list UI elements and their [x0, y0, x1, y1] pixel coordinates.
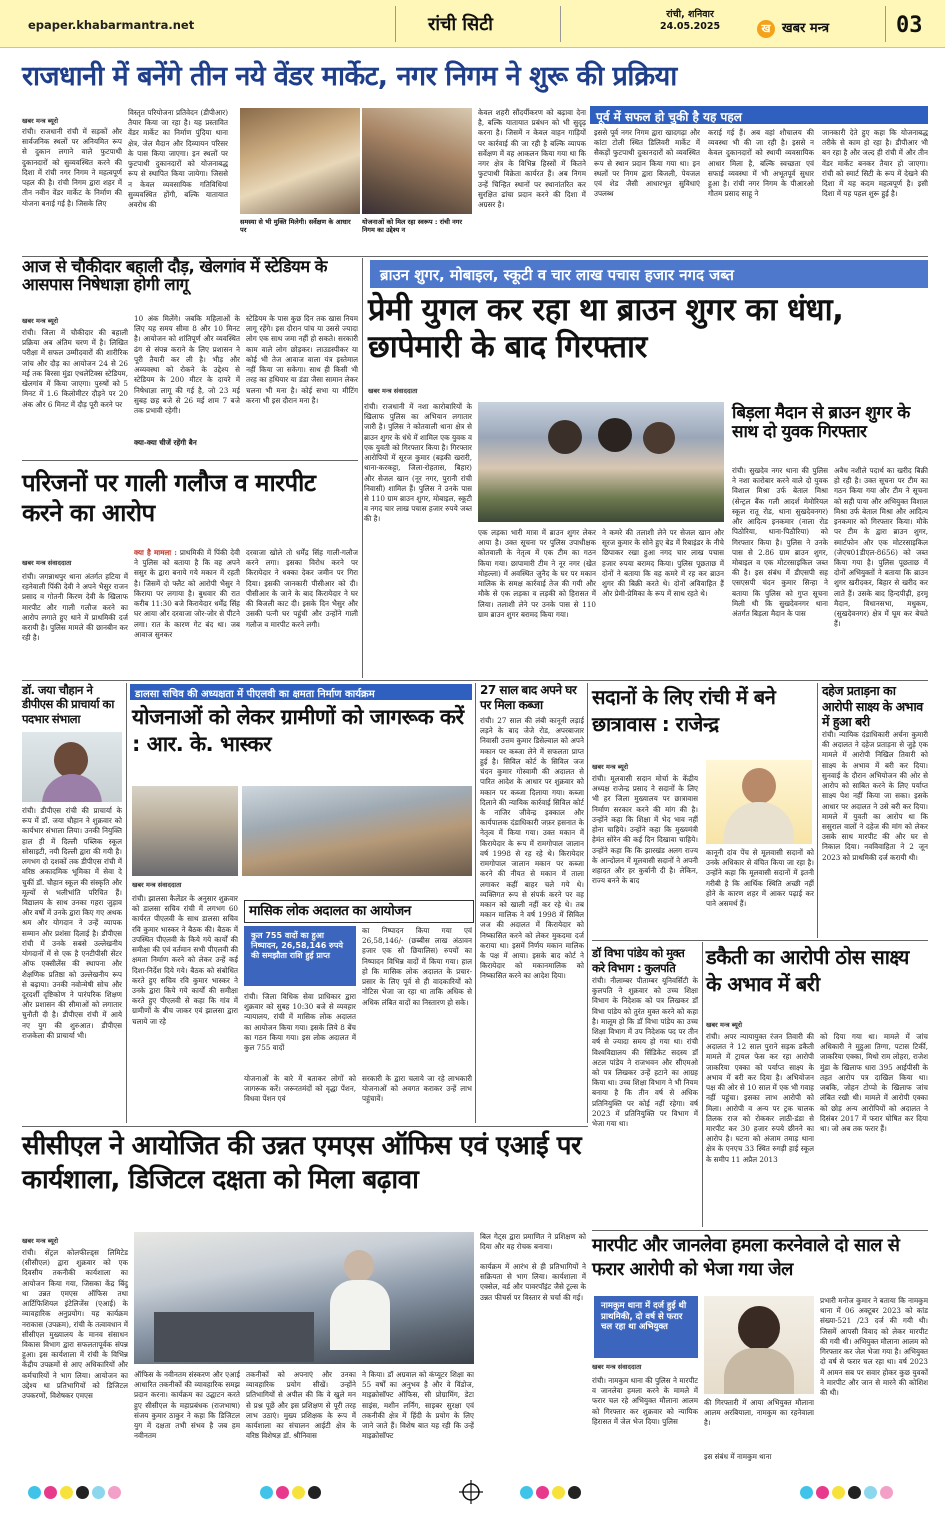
- column-divider: [587, 683, 588, 1123]
- audience-photo: [242, 786, 472, 876]
- article-text: रांची। झालसा कैलेंडर के अनुसार शुक्रवार को डालसा सचिव रांची में लगभग 60 कार्यरत पीएलवी के साथ डालसा सचिव रवि कुमार भास्कर ने बैठक की। बैठक में उपस्थित पीएलवी के किये गये कार्यों की समीक्षा की एवं वर्तमान सभी पीएलवी की क्षमता निर्माण करने को लेकर उन्हें कई दिशा-निर्देश दिये गये। बैठक को संबोधित करते हुए सचिव रवि कुमार भास्कर ने उनके द्वारा किये गये कार्यों की समीक्षा करते हुए पीएलवी से कहा कि गांव में ग्रामीणों के बीच जाकर एवं झालसा द्वारा चलाये जा रहे: [132, 894, 238, 1026]
- article-text: कार्यक्रम में आरंभ से ही प्रतिभागियों ने सक्रियता से भाग लिया। कार्यशाला में एक्सेल, वर्ड और पावरपॉइंट जैसे टूल्स के उन्नत फीचर्स पर विस्तार से चर्चा की गई।: [480, 1262, 586, 1302]
- cyan-dot: [520, 1486, 533, 1499]
- byline: खबर मन्त्र ब्यूरो: [22, 1237, 59, 1245]
- column-divider: [817, 683, 818, 938]
- section-divider: [22, 1126, 588, 1127]
- dahej-headline: दहेज प्रताड़ना का आरोपी साक्ष्य के अभाव में हुआ बरी: [822, 683, 923, 730]
- magenta-dot: [276, 1486, 289, 1499]
- article-text: [134, 548, 240, 676]
- magenta-dot: [108, 1486, 121, 1499]
- column-divider: [362, 258, 363, 678]
- byline: खबर मन्त्र ब्यूरो: [592, 763, 629, 771]
- masthead: [0, 0, 945, 48]
- article-text: रांची। डीपीएस रांची की प्राचार्या के रूप में डॉ. जया चौहान ने शुक्रवार को कार्यभार संभाला लिया। उनकी नियुक्ति हाल ही में दिल्ली पब्लिक स्कूल सोसाइटी, नयी दिल्ली द्वारा की गयी है। लगभग दो दशकों तक डीपीएस रांची में वरिष्ठ अकादमिक भूमिका में सेवा दे चुकीं डॉ. चौहान स्कूल की संस्कृति और मूल्यों से भलीभांति परिचित हैं। विद्यालय के साथ उनका गहरा जुड़ाव और वर्षों में उनके द्वारा किए गए अथक श्रम और योगदान ने उन्हें व्यापक सम्मान और प्रशंसा दिलाई है। डीपीएस रांची में उनके सबसे उल्लेखनीय योगदानों में से एक है एनटीपीसी सेंटर ऑफ एक्सीलेंस की स्थापना और शैक्षणिक प्रतिष्ठा को उल्लेखनीय रूप से बढ़ाया। उनकी नवोन्मेषी सोच और दूरदर्शी दृष्टिकोण ने पारंपरिक शिक्षण और प्रशासन की सीमाओं को लगातार चुनौती दी है। डीपीएस रांची में आये नए युग की शुरुआत। डीपीएस राजकेला की प्राचार्या भी।: [22, 806, 122, 1040]
- article-text: रांची। सेंट्रल कोलफील्ड्स लिमिटेड (सीसीएल) द्वारा शुक्रवार को एक दिवसीय तकनीकी कार्यशाला का आयोजन किया गया, जिसका केंद्र बिंदु था उन्नत एमएस ऑफिस तथा आर्टिफिशियल इंटेलिजेंस (एआई) के व्यावहारिक अनुप्रयोग। यह कार्यक्रम नराकास (उपक्रम), रांची के तत्वावधान में सीसीएल मुख्यालय के मानव संसाधन विकास विभाग द्वारा सफलतापूर्वक संपन्न हुआ। इस कार्यशाला में रांची के विभिन्न केंद्रीय उपक्रमों से आए अधिकारियों और कर्मचारियों ने भाग लिया। आयोजन का उद्देश्य था प्रतिभागियों को डिजिटल उपकरणों, विशेषकर एमएस: [22, 1248, 128, 1401]
- article-text: रांची। राजधानी में नशा कारोबारियों के खिलाफ पुलिस का अभियान लगातार जारी है। पुलिस ने कोतवाली थाना क्षेत्र से ब्राउन शुगर के धंधे में शामिल एक युवक व एक युवती को गिरफ्तार किया है। गिरफ्तार आरोपियों में सूरज कुमार (बड़की खरारी, थाना-करकट्टा, जिला-रोहतास, बिहार) और सेजल खान (नूर नगर, पुरानी रांची निवासी) शामिल हैं। पुलिस ने उनके पास से 110 ग्राम ब्राउन शुगर, मोबाइल, स्कूटी व नगद चार लाख पचास हजार रुपये जब्त की है।: [364, 402, 472, 524]
- article-text: कानूनी दांव पेंच से मूलवासी सदानों को उनके अधिकार से वंचित किया जा रहा है। उन्होंने कहा कि मूलवासी सदानों में इतनी गरीबी है कि आर्थिक स्थिति अच्छी नहीं होने के कारण शहर में आकर पढ़ाई कर पाने असमर्थ हैं।: [706, 848, 814, 909]
- masthead-divider: [395, 6, 396, 42]
- meeting-photo: [240, 108, 360, 214]
- article-text: कराई गई हैं। अब वहां शौचालय की व्यवस्था भी की जा रही है। इससे न केवल दुकानदारों को स्थायी व्यवसायिक आधार मिला है, बल्कि स्वच्छता एवं सफाई व्यवस्था में भी अभूतपूर्व सुधार हुआ है। रांची नगर निगम के पीआरओ गौतम प्रसाद साहू ने: [708, 128, 814, 199]
- cyan-dot: [800, 1486, 813, 1499]
- highlight-box: नामकुम थाना में दर्ज हुई थी प्राथमिकी, दो वर्ष से फरार चल रहा था अभियुक्त: [594, 1296, 698, 1358]
- article-text: केवल शहरी सौंदर्यीकरण को बढ़ावा देना है, बल्कि यातायात प्रबंधन को भी सुदृढ़ करना है। जिसमें न केवल वाहन गाड़ियों पर कार्रवाई की जा रही है बल्कि व्यापक सर्वेक्षण में वह आकलन किया गया था कि नगर क्षेत्र के विभिन्न हिस्सों में कितने फुटपाथी विक्रेता कार्यरत हैं। अब निगम उन्हें चिन्हित स्थानों पर स्थानांतरित कर सुरक्षित ढांचा प्रदान करने की दिशा में अग्रसर है।: [478, 108, 586, 209]
- registration-mark-icon: [458, 1479, 484, 1505]
- column-divider: [126, 683, 127, 1123]
- meeting-photo: [132, 786, 238, 876]
- magenta-dot: [816, 1486, 829, 1499]
- vibha-headline: डॉ विभा पांडेय को मुक्त करे विभाग : कुलपति: [592, 946, 685, 975]
- cyan-dot: [92, 1486, 105, 1499]
- article-text: विस्तृत परियोजना प्रतिवेदन (डीपीआर) तैयार किया जा रहा है। यह प्रस्तावित वेंडर मार्केट का निर्माण पुंदिया थाना क्षेत्र, जेल मैदान और दिव्यायन परिसर के पास किया जाएगा। इन स्थलों पर फुटपाथी दुकानदारों को योजनाबद्ध रूप से स्थापित किया जायेगा। जिससे न केवल व्यवसायिक गतिविधियां सुव्यवस्थित होंगी, बल्कि यातायात अवरोध की: [128, 108, 228, 209]
- black-dot: [308, 1486, 321, 1499]
- article-text: रांची। नीलाम्बर पीताम्बर यूनिवर्सिटी के कुलपति ने शुक्रवार को उच्च शिक्षा विभाग के निदेशक को पत्र लिखकर डॉ विभा पांडेय को तुरंत मुक्त करने को कहा है। मालूम हो कि डॉ विभा पांडेय का उच्च शिक्षा विभाग में उप निदेशक पद पर तीन वर्ष से ज्यादा समय हो गया था। रांची विश्वविद्यालय की सिंडिकेट सदस्य डॉ अटल पांडेय ने राजभवन और सीएमओ को पत्र लिखकर उन्हें हटाने का आग्रह किया था। उच्च शिक्षा विभाग ने भी नियम बनाया है कि तीन वर्ष से अधिक प्रतिनियुक्ति पर कोई नहीं रहेगा। वर्ष 2023 में प्रतिनियुक्ति पर विभाग में भेजा गया था।: [592, 976, 698, 1129]
- magenta-dot: [44, 1486, 57, 1499]
- brown-sugar-headline: प्रेमी युगल कर रहा था ब्राउन शुगर का धंधा, छापेमारी के बाद गिरफ्तार: [368, 292, 844, 366]
- article-text: प्रभारी मनोज कुमार ने बताया कि नामकुम थाना में 06 अक्टूबर 2023 को कांड संख्या-521 /23 दर्ज की गयी थी। जिसमें आपसी विवाद को लेकर मारपीट की गयी थी। अभियुक्त मौलाना आलम को गिरफ्तार कर जेल भेजा गया है। अभियुक्त दो वर्ष से फरार चल रहा था। वर्ष 2023 में आमन सब पर सवार होकर कुछ युवकों ने मारपीट और जान से मारने की कोशिश की थी।: [820, 1296, 928, 1397]
- black-dot: [568, 1486, 581, 1499]
- photo-caption: योजनाओं को मिल रहा स्वरूप : रांची नगर निगम का उद्देश्य न: [362, 218, 463, 235]
- article-text: 10 अंक मिलेंगे। जबकि महिलाओं के लिए यह समय सीमा 8 और 10 मिनट है। आयोजन को शांतिपूर्ण और व्यवस्थित ढंग से संपन्न कराने के लिए प्रशासन ने पूरी तैयारी कर ली है। भीड़ और अव्यवस्था को रोकने के उद्देश्य से स्टेडियम के 200 मीटर के दायरे में निषेधाज्ञा लागू की गई है, जो 23 मई सुबह छह बजे से 26 मई शाम 7 बजे तक प्रभावी रहेगी।: [134, 314, 240, 415]
- ccl-headline: सीसीएल ने आयोजित की उन्नत एमएस ऑफिस एवं एआई पर कार्यशाला, डिजिटल दक्षता को मिला बढ़ावा: [22, 1131, 582, 1195]
- principal-photo: [22, 732, 122, 802]
- byline: खबर मन्त्र संवाददाता: [368, 387, 418, 395]
- subheading: क्या है मामला :: [134, 548, 177, 557]
- hostel-headline: सदानों के लिए रांची में बने छात्रावास : राजेन्द्र: [592, 685, 776, 736]
- lead-headline: राजधानी में बनेंगे तीन नये वेंडर मार्केट, नगर निगम ने शुरू की प्रक्रिया: [22, 61, 677, 92]
- black-dot: [848, 1486, 861, 1499]
- article-text: ऑफिस के नवीनतम संस्करण और एआई आधारित तकनीकों की व्यावहारिक समझ प्रदान करना। कार्यक्रम का उद्घाटन करते हुए सीसीएल के महाप्रबंधक (राजभाषा) संजय कुमार ठाकुर ने कहा कि डिजिटल युग में दक्षता तभी संभव है जब हम नवीनतम: [134, 1370, 240, 1441]
- yellow-dot: [60, 1486, 73, 1499]
- lok-adalat-headline: मासिक लोक अदालत का आयोजन: [244, 900, 474, 923]
- yellow-dot: [292, 1486, 305, 1499]
- article-text: ने किया। डॉ अग्रवाल को कंप्यूटर शिक्षा का 55 वर्षों का अनुभव है और वे विंडोज, माइक्रोसॉफ्ट ऑफिस, सी प्रोग्रामिंग, डेटा साइंस, मशीन लर्निंग, साइबर सुरक्षा एवं तकनीकी क्षेत्र में हिंदी के प्रयोग के लिए जाने जाते हैं। विशेष बात यह रही कि उन्हें माइक्रोसॉफ्ट: [362, 1370, 474, 1441]
- site-url[interactable]: epaper.khabarmantra.net: [28, 18, 195, 32]
- leader-photo: [706, 760, 812, 844]
- city-day: रांची, शनिवार: [666, 9, 714, 20]
- article-text: रांची। 27 साल की लंबी कानूनी लड़ाई लड़ने के बाद जेजे रोड, अपरबाजार निवासी उत्तम कुमार डिसेल्वाल को अपने मकान पर कब्जा लेने में सफलता प्राप्त हुई है। सिविल कोर्ट के सिविल जज चंदन कुमार गोस्वामी की अदालत से पारित आदेश के आधार पर शुक्रवार को मकान पर कब्जा दिलाया गया। कब्जा दिलाने की न्यायिक कार्रवाई सिविल कोर्ट के नाजिर जीवेन्द्र इक्काल और कार्यपालक दंडाधिकारी जफ़र हसनात के नेतृत्व में किया गया। उक्त मकान में किरायेदार के रूप में रामगोपाल जालान वर्ष 1998 से रह रहे थे। किरायेदार रामगोपाल जालान मकान पर कब्जा करने की नीयत से मकान में ताला लगाकर कहीं बाहर चले गये थे। व्यक्तिगत रूप से संपर्क करने पर वह मकान को खाली नहीं कर रहे थे। तब मकान मालिक ने वर्ष 1998 में सिविल जज की अदालत में किरायेदार को निष्कासित करने को लेकर मुकदमा दर्ज कराया था। इसमें निर्णय मकान मालिक के पक्ष में आया। इसके बाद कोर्ट ने किरायेदार को मकानमालिक को निष्कासित करने का आदेश दिया।: [480, 716, 584, 981]
- section-divider: [592, 1230, 928, 1231]
- issue-date: 24.05.2025: [660, 20, 721, 32]
- section-title: रांची सिटी: [428, 14, 493, 35]
- brand-name: खबर मन्त्र: [782, 21, 830, 36]
- color-registration-bar: [800, 1486, 893, 1500]
- marpeet-headline: मारपीट और जानलेवा हमला करनेवाले दो साल से फरार आरोपी को भेजा गया जेल: [592, 1235, 900, 1281]
- article-text: योजनाओं के बारे में बताकर लोगों को जागरूक करें। जरूरतमंदों को वृद्धा पेंशन, विधवा पेंशन एवं: [244, 1074, 356, 1104]
- cyan-dot: [260, 1486, 273, 1499]
- property-headline: 27 साल बाद अपने घर पर मिला कब्जा: [480, 683, 577, 712]
- birla-headline: बिड़ला मैदान से ब्राउन शुगर के साथ दो युवक गिरफ्तार: [732, 403, 910, 443]
- color-registration-bar: [520, 1486, 581, 1500]
- byline: खबर मन्त्र ब्यूरो: [706, 1021, 743, 1029]
- subheading: क्या-क्या चीजें रहेंगी बैन: [134, 438, 197, 447]
- article-text: एक लड़का भारी मात्रा में ब्राउन शुगर लेकर आया है। उक्त सूचना पर पुलिस उपाधीक्षक कोतवाली के नेतृत्व में एक टीम का गठन किया गया। छापामारी टीम ने नूर नगर (खेत मोहल्ला) में अवस्थित जुनैद के घर पर मकान मालिक के समक्ष कार्रवाई तेज की गयी और मौके से एक लड़का व लड़की को हिरासत में लिया। तलाशी लेने पर उनके पास से 110 ग्राम ब्राउन शुगर बरामद किया गया।: [478, 528, 596, 619]
- article-text: बिल गेट्स द्वारा प्रमाणित ने प्रशिक्षण को दिया और वह रोचक बनाया।: [480, 1232, 586, 1252]
- masthead-divider: [885, 6, 886, 42]
- section-divider: [592, 940, 928, 941]
- section-divider: [22, 680, 928, 681]
- dalsa-headline: योजनाओं को लेकर ग्रामीणों को जागरूक करें : आर. के. भास्कर: [132, 705, 464, 757]
- brown-sugar-banner: ब्राउन शुगर, मोबाइल, स्कूटी व चार लाख पचास हजार नगद जब्त: [370, 260, 928, 288]
- dalsa-banner: डालसा सचिव की अध्यक्षता में पीएलवी का क्षमता निर्माण कार्यक्रम: [130, 684, 472, 700]
- article-text: रांची। राजधानी रांची में सड़कों और सार्वजनिक स्थलों पर अनियमित रूप से दुकान लगाने वाले फुटपाथी दुकानदारों को सुव्यवस्थित करने की दिशा में रांची नगर निगम ने महत्वपूर्ण पहल की है। रांची निगम द्वारा शहर में तीन नवीन वेंडर मार्केट के निर्माण की योजना बनाई गई है। जिसके लिए: [22, 127, 122, 208]
- article-text: रांची। न्यायिक दंडाधिकारी अर्चना कुमारी की अदालत ने दहेज प्रताड़ना से जुड़े एक मामले में आरोपी निखिल तिवारी को साक्ष्य के अभाव में बरी कर दिया। सुनवाई के दौरान अभियोजन की ओर से आरोप को साबित करने के लिए पर्याप्त साक्ष्य पेश नहीं किया जा सका। इसके आधार पर अदालत ने उसे बरी कर दिया। मामले में युवती का आरोप था कि ससुराल वालों ने दहेज की मांग को लेकर उसके साथ मारपीट की और घर से निकाल दिया। नवविवाहिता ने 2 जून 2023 को प्राथमिकी दर्ज करायी थी।: [822, 730, 928, 862]
- workshop-photo: [134, 1232, 474, 1364]
- article-text-span: प्राथमिकी में पिंकी देवी ने पुलिस को बताया है कि वह अपने ससुर के द्वारा बनाये गये मकान में रहती है। जिसमें दो फ्लैट को आरोपी भैसुर ने किराया पर लगाया है। बुधवार की रात करीब 11:30 बजे किरायेदार धर्मेंद्र सिंह घर आया और दरवाजा जोर-जोर से पीटने लगा। रात के कारण गेट बंद था। जब आवाज सुनकर: [134, 548, 240, 639]
- article-text: इससे पूर्व नगर निगम द्वारा खादगढ़ा और कांटा टोली स्थित डिलिवरी मार्केट में सैकड़ों फुटपाथी दुकानदारों को व्यवस्थित रूप से स्थान प्रदान किया गया था। इन स्थलों पर निगम द्वारा बिजली, पेयजल एवं शेड जैसी आधारभूत सुविधाएं उपलब्ध: [594, 128, 700, 199]
- cyan-dot: [864, 1486, 877, 1499]
- article-text: रांची। जिला विधिक सेवा प्राधिकार द्वारा शुक्रवार को सुबह 10:30 बजे से व्यवहार न्यायालय, रांची में मासिक लोक अदालत का आयोजन किया गया। इसके लिये 8 बेंच का गठन किया गया। इस लोक अदालत में कुल 755 वादों: [244, 992, 356, 1053]
- brand-logo-icon: ख: [757, 20, 775, 38]
- article-text: स्टेडियम के पास कुछ दिन तक खास नियम लागू रहेंगे। इस दौरान पांच या उससे ज्यादा लोग एक साथ जमा नहीं हो सकते। सरकारी काम वाले लोग छोड़कर। लाउडस्पीकर या कोई भी तेज आवाज वाला यंत्र इस्तेमाल नहीं किया जा सकेगा। साथ ही किसी भी तरह का हथियार या डंडा जैसा सामान लेकर चलना भी मना है। कोई सभा या मीटिंग करना भी इस दौरान मना है।: [246, 314, 358, 405]
- jaya-headline: डॉ. जया चौहान ने डीपीएस की प्राचार्या का पदभार संभाला: [22, 683, 114, 726]
- accused-photo: [704, 1296, 814, 1394]
- article-text: दरवाजा खोले तो धर्मेंद्र सिंह गाली-गलौज करने लगा। इसका विरोध करने पर किरायेदार ने धक्का देकर जमीन पर गिरा दिया। इसकी जानकारी पीसीआर को दी। पीसीआर के जाने के बाद किरायेदार ने घर की बिजली काट दी। इसके दिन भैसुर और उसकी पत्नी घर पहुंची और उन्होंने गाली गलौज व मारपीट करने लगी।: [246, 548, 358, 629]
- article-text: रांची। मूलवासी सदान मोर्चा के केंद्रीय अध्यक्ष राजेन्द्र प्रसाद ने सदानों के लिए भी हर जिला मुख्यालय पर छात्रावास निर्माण सरकार करने की मांग की है। उन्होंने कहा कि शिक्षा में भेद भाव नहीं होना चाहिये। उन्होंने कहा कि मुख्यमंत्री हेमंत सोरेन की कई दिन दिखावा चाहिये। उन्होंने कहा कि कि झारखंड अलग राज्य के आन्दोलन में मूलवासी सदानों ने अपनी शहादत और हर कुर्बानी दी है। लेकिन, राज्य बनने के बाद: [592, 774, 698, 886]
- article-text: रांची। अपर न्यायायुक्त रंजन तिवारी की अदालत ने 12 साल पुराने सड़क डकैती मामले में ट्रायल फेस कर रहा आरोपी जाकरिया एक्का को पर्याप्त साक्ष्य के अभाव में बरी कर दिया है। अभियोजन पक्ष की ओर से 10 साल में एक भी गवाह नहीं पहुंचा। इसका लाभ आरोपी को मिला। आरोपी व अन्य पर ट्रक चालक तिलक राज को रोककर लाठी-डंडा से मारपीट कर 30 हजार रुपये छीनने का आरोप है। घटना को अंजाम तमाड़ थाना क्षेत्र के एनएच 33 स्थित रुगड़ी हाई स्कूल के समीप 11 अप्रैल 2013: [706, 1032, 814, 1164]
- byline: खबर मन्त्र संवाददाता: [132, 881, 182, 889]
- article-text: रांची। जिला में चौकीदार की बहाली प्रक्रिया अब अंतिम चरण में है। लिखित परीक्षा में सफल उम्मीदवारों की शारीरिक जांच और दौड़ का आयोजन 24 से 26 मई तक बिरसा मुंडा एथलेटिक्स स्टेडियम, खेलगांव में किया जाएगा। पुरुषों को 5 मिनट में 1.6 किलोमीटर दौड़ने पर 20 अंक और 6 मिनट में दौड़ पूरी करने पर: [22, 328, 128, 409]
- article-text: की गिरफ्तारी में आया अभियुक्त मौलाना आलम अरबियाला, नामकुम का रहनेवाला है।: [704, 1398, 814, 1428]
- byline: खबर मन्त्र संवाददाता: [22, 559, 72, 567]
- article-text: रांची। जगन्नाथपुर थाना अंतर्गत हटिया में रहनेवाली पिंकी देवी ने अपने भैसुर राजन प्रसाद व गोतनी किरण देवी के खिलाफ मारपीट और गाली गलौज करने का आरोप लगाते हुए थाने में प्राथमिकी दर्ज करायी है। पुलिस मामले की छानबीन कर रही है।: [22, 572, 128, 643]
- arrest-photo: [478, 402, 724, 522]
- article-text: जानकारी देते हुए कहा कि योजनाबद्ध तरीके से काम हो रहा है। डीपीआर भी बन रहा है और जल्द ही रांची में और तीन वेंडर मार्केट बनकर तैयार हो जाएगा। रांची को स्मार्ट सिटी के रूप में देखने की दिशा में यह कदम महत्वपूर्ण है। इसी दिशा में यह पहल शुरू हुई है।: [822, 128, 928, 199]
- column-divider: [702, 942, 703, 1227]
- cyan-dot: [28, 1486, 41, 1499]
- photo-caption: समस्या से भी मुक्ति मिलेगी। सर्वेक्षण के आधार पर: [240, 218, 351, 235]
- byline: खबर मन्त्र ब्यूरो: [22, 117, 59, 125]
- article-text: इस संबंध में नामकुम थाना: [704, 1452, 772, 1461]
- article-text: ने कमरे की तलाशी लेने पर सेजल खान और सूरज कुमार के सोने हुए बेड में रिबाइंडर के नीचे छिपाकर रखा हुआ नगद चार लाख पचास हजार रुपया बरामद किया। पुलिस पूछताछ में दोनों ने बताया कि वह कमरे में रह कर ब्राउन शुगर की बिक्री करते थे। दोनों अविवाहित हैं और प्रेमी-प्रेमिका के रूप में साथ रहते थे।: [602, 528, 724, 599]
- color-registration-bar: [260, 1486, 321, 1500]
- magenta-dot: [880, 1486, 893, 1499]
- color-registration-bar: [28, 1486, 121, 1500]
- article-text: का निष्पादन किया गया एवं 26,58,146/- (छब्बीस लाख अंठावन हजार एक सौ छियालिस) रुपयों का निष्पादन विभिन्न वादों में किया गया। हाल हो कि मासिक लोक अदालत के प्रचार-प्रसार के लिए पूर्व से ही वादकारियों को नोटिस भेजा जा रहा था ताकि अधिक से अधिक लंबित वादों का निस्तारण हो सके।: [362, 926, 472, 1007]
- article-text: सरकारी के द्वारा चलाये जा रहे लाभकारी योजनाओं को अवगत कराकर उन्हें लाभ पहुंचावें।: [362, 1074, 472, 1104]
- masthead-divider: [560, 6, 561, 42]
- chowkidar-headline: आज से चौकीदार बहाली दौड़, खेलगांव में स्टेडियम के आसपास निषेधाज्ञा होगी लागू: [22, 257, 327, 295]
- column-divider: [475, 683, 476, 1123]
- article-text: को दिया गया था। मामले में जांच अधिकारी ने मुहुआ तिग्गा, पटास टिर्की, जाकरिया एक्का, मिथो राम लोहरा, राजेश मुंडा के खिलाफ धारा 395 आईपीसी के तहत आरोप पत्र दाखिल किया था। जबकि, जोहन टोप्पो के खिलाफ जांच लंबित रखी थी। मामले में आरोपी एक्का को छोड़ अन्य आरोपियों को अदालत ने दिसंबर 2017 में फरार घोषित कर दिया था। जो अब तक फरार हैं।: [820, 1032, 928, 1133]
- article-text: अवैध नशीले पदार्थ का खरीद बिक्री हो रही है। उक्त सूचना पर टीम का गठन किया गया और टीम ने सूचना को सही पाया और अभियुक्त विशाल मिश्रा उर्फ बेताल मिश्रा और आदित्य इनकमार को गिरफ्तार किया। मौके पर टीम के द्वारा ब्राउन शुगर, स्मार्टफोन और एक मोटरसाइकिल (जेएच01डीएल-8656) को जब्त किया गया है। पुलिस पूछताछ में दोनों अभियुक्तों ने बताया कि ब्राउन शुगर खरीदकर, बिहार से खरीद कर लाते हैं। उसके बाद हिन्दपीढ़ी, हरमू मैदान, विधानसभा, मधुकम, (सुखदेवनगर) क्षेत्र में घूम कर बेचते हैं।: [834, 466, 928, 629]
- article-text: रांची। नामकुम थाना की पुलिस ने मारपीट व जानलेवा हमला करने के मामले में फरार चल रहे अभियुक्त मौलाना आलम को गिरफ्तार कर शुक्रवार को न्यायिक हिरासत में जेल भेज दिया। पुलिस: [592, 1376, 698, 1426]
- meeting-photo: [362, 108, 472, 214]
- byline: खबर मन्त्र संवाददाता: [592, 1363, 642, 1371]
- magenta-dot: [536, 1486, 549, 1499]
- highlight-box: कुल 755 वादों का हुआ निष्पादन, 26,58,146 रुपये की समझौता राशि हुई प्राप्त: [244, 926, 356, 986]
- yellow-dot: [552, 1486, 565, 1499]
- black-dot: [76, 1486, 89, 1499]
- sidebar-title: पूर्व में सफल हो चुकी है यह पहल: [590, 106, 928, 124]
- byline: खबर मन्त्र ब्यूरो: [22, 317, 59, 325]
- article-text: तकनीकों को अपनाएं और उनका व्यावहारिक प्रयोग सीखें। उन्होंने प्रतिभागियों से अपील की कि वे खुले मन से प्रश्न पूछें और इस प्रशिक्षण से पूरी तरह लाभ उठाएं। मुख्य प्रशिक्षक के रूप में कार्यशाला का संचालन आईटी क्षेत्र के वरिष्ठ विशेषज्ञ डॉ. श्रीनिवास: [246, 1370, 356, 1441]
- dacoity-headline: डकैती का आरोपी ठोस साक्ष्य के अभाव में बरी: [706, 945, 909, 996]
- article-text: रांची। सुखदेव नगर थाना की पुलिस ने नशा कारोबार करने वाले दो युवक विशाल मिश्रा उर्फ बेताल मिश्रा (सेन्ट्रल बैंक गली आदर्श मेमोरियल स्कूल रातू रोड, थाना सुखदेवनगर) और आदित्य इनकमार (नाला रोड पिठोरिया, थाना-पिठौरिया) को गिरफ्तार किया है। पुलिस ने उनके पास से 2.86 ग्राम ब्राउन शुगर, मोबाइल व एक मोटरसाइकिल जब्त की है। इस संबंध में डीएसपी सह एसएसपी चंदन कुमार सिन्हा ने बताया कि पुलिस को गुप्त सूचना मिली थी कि सुखदेवनगर थाना अंतर्गत बिड़ला मैदान के पास: [732, 466, 828, 619]
- parijan-headline: परिजनों पर गाली गलौज व मारपीट करने का आरोप: [22, 469, 316, 527]
- yellow-dot: [832, 1486, 845, 1499]
- dateline: [660, 9, 720, 33]
- section-divider: [22, 460, 358, 461]
- page-number: 03: [896, 13, 923, 38]
